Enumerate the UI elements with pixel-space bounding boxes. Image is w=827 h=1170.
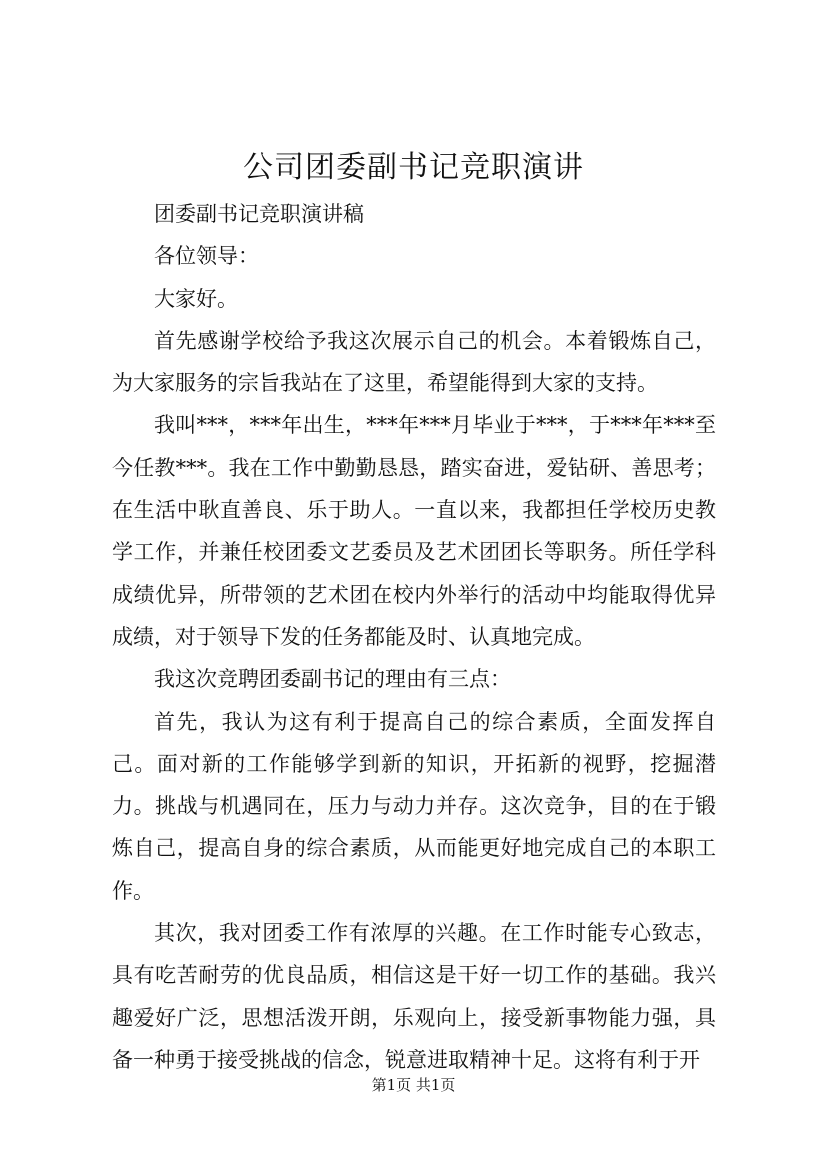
paragraph-subtitle: 团委副书记竞职演讲稿	[154, 202, 364, 226]
document-title: 公司团委副书记竞职演讲	[243, 150, 584, 185]
paragraph-intro: 首先感谢学校给予我这次展示自己的机会。本着锻炼自己，为大家服务的宗旨我站在了这里，希望能得到大家的支持。	[112, 328, 716, 396]
paragraph-reason-first: 首先，我认为这有利于提高自己的综合素质，全面发挥自己。面对新的工作能够学到新的知识，开拓新的视野，挖掘潜力。挑战与机遇同在，压力与动力并存。这次竞争，目的在于锻炼自己，提高自身的综合素质，从而能更好地完成自己的本职工作。	[112, 709, 716, 903]
paragraph-salutation: 各位领导：	[154, 244, 259, 269]
paragraph-self-introduction: 我叫***，***年出生，***年***月毕业于***，于***年***至今任教***。我在工作中勤勤恳恳，踏实奋进，爱钻研、善思考；在生活中耿直善良、乐于助人。一直以来，我都担任学校历史教学工作，并兼任校团委文艺委员及艺术团团长等职务。所任学科成绩优异，所带领的艺术团在校内外举行的活动中均能取得优异成绩，对于领导下发的任务都能及时、认真地完成。	[112, 413, 716, 649]
paragraph-greeting: 大家好。	[154, 286, 238, 311]
document-body	[112, 193, 716, 1081]
paragraph-reasons-heading: 我这次竞聘团委副书记的理由有三点：	[154, 667, 511, 692]
paragraph-reason-second: 其次，我对团委工作有浓厚的兴趣。在工作时能专心致志，具有吃苦耐劳的优良品质，相信这是干好一切工作的基础。我兴趣爱好广泛，思想活泼开朗，乐观向上，接受新事物能力强，具备一种勇于接受挑战的信念，锐意进取精神十足。这将有利于开	[112, 921, 716, 1072]
page-number-footer: 第1页 共1页	[371, 1076, 456, 1094]
